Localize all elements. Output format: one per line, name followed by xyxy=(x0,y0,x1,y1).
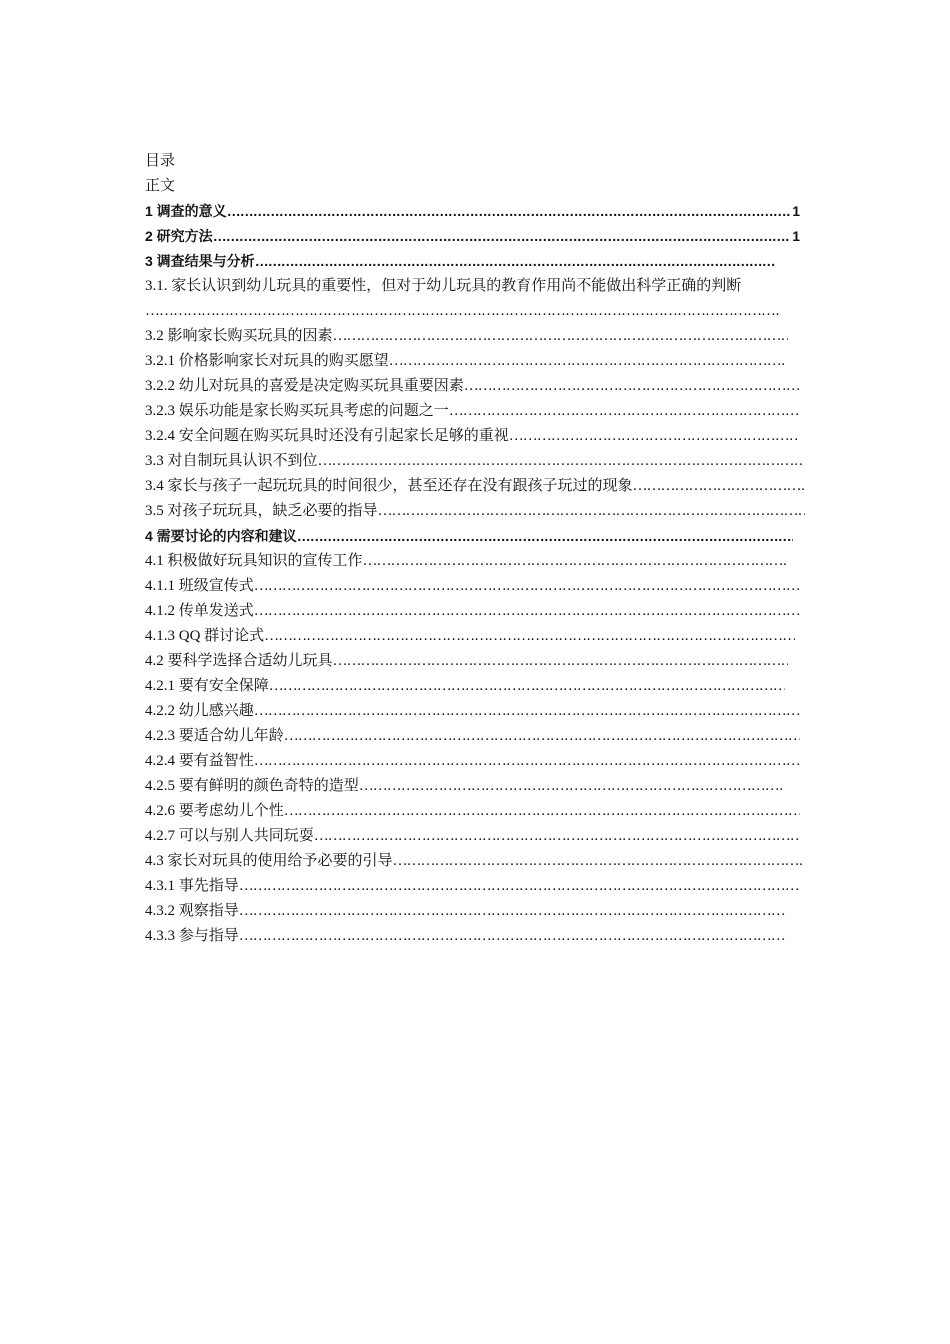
dot-leader xyxy=(333,325,788,347)
toc-entry-title: 4.1.3 QQ 群讨论式 xyxy=(145,628,265,644)
toc-entry[interactable] xyxy=(145,450,805,475)
toc-entry[interactable] xyxy=(145,925,785,950)
toc-entry-title: 4.3.2 观察指导 xyxy=(145,903,239,919)
toc-entry[interactable] xyxy=(145,600,800,625)
toc-entry-title: 4.3.1 事先指导 xyxy=(145,878,239,894)
dot-leader xyxy=(633,475,805,497)
dot-leader xyxy=(378,500,805,522)
toc-entry-title: 4.2 要科学选择合适幼儿玩具 xyxy=(145,653,333,669)
dot-leader xyxy=(254,750,800,772)
dot-leader xyxy=(297,525,793,547)
toc-entry-title: 4.3.3 参与指导 xyxy=(145,928,239,944)
dot-leader xyxy=(464,375,800,397)
toc-entry[interactable] xyxy=(145,825,800,850)
toc-entry-title: 3.4 家长与孩子一起玩玩具的时间很少，甚至还存在没有跟孩子玩过的现象 xyxy=(145,478,633,494)
dot-leader xyxy=(239,875,800,897)
toc-entry[interactable] xyxy=(145,725,800,750)
toc-entry-title: 3.5 对孩子玩玩具，缺乏必要的指导 xyxy=(145,503,378,519)
dot-leader xyxy=(509,425,800,447)
dot-leader xyxy=(393,850,805,872)
toc-entry[interactable] xyxy=(145,675,785,700)
dot-leader xyxy=(213,225,791,247)
dot-leader xyxy=(333,650,788,672)
toc-entry-title: 4.2.5 要有鲜明的颜色奇特的造型 xyxy=(145,778,359,794)
section-label: 正文 xyxy=(145,178,176,194)
toc-entry[interactable] xyxy=(145,400,800,425)
dot-leader xyxy=(254,575,800,597)
toc-entry[interactable] xyxy=(145,275,810,300)
dot-leader xyxy=(254,600,800,622)
toc-entry-title: 4 需要讨论的内容和建议 xyxy=(145,528,297,544)
toc-entry-title: 3.1. 家长认识到幼儿玩具的重要性，但对于幼儿玩具的教育作用尚不能做出科学正确的判断 xyxy=(145,278,742,294)
toc-entries xyxy=(145,200,810,950)
toc-entry-title: 4.1.1 班级宣传式 xyxy=(145,578,254,594)
toc-entry-title: 4.2.1 要有安全保障 xyxy=(145,678,269,694)
toc-entry-title: 4.2.6 要考虑幼儿个性 xyxy=(145,803,284,819)
toc-entry[interactable] xyxy=(145,425,800,450)
toc-entry[interactable] xyxy=(145,775,785,800)
toc-entry[interactable] xyxy=(145,200,800,225)
toc-entry-title: 4.2.2 幼儿感兴趣 xyxy=(145,703,254,719)
toc-entry-title: 4.2.4 要有益智性 xyxy=(145,753,254,769)
dot-leader xyxy=(145,300,781,325)
toc-entry-title: 1 调查的意义 xyxy=(145,203,227,219)
toc-entry[interactable] xyxy=(145,550,788,575)
toc-entry[interactable] xyxy=(145,250,775,275)
toc-entry-title: 4.2.7 可以与别人共同玩耍 xyxy=(145,828,314,844)
toc-entry[interactable] xyxy=(145,475,805,500)
toc-entry[interactable] xyxy=(145,700,800,725)
toc-entry-title: 3.2.2 幼儿对玩具的喜爱是决定购买玩具重要因素 xyxy=(145,378,464,394)
toc-entry-title: 4.1.2 传单发送式 xyxy=(145,603,254,619)
dot-leader xyxy=(239,900,785,922)
toc-entry[interactable] xyxy=(145,375,800,400)
toc-entry[interactable] xyxy=(145,800,800,825)
toc-entry[interactable] xyxy=(145,575,800,600)
toc-entry-title: 3.3 对自制玩具认识不到位 xyxy=(145,453,318,469)
toc-entry[interactable] xyxy=(145,350,785,375)
toc-entry[interactable] xyxy=(145,525,793,550)
toc-entry-title: 4.1 积极做好玩具知识的宣传工作 xyxy=(145,553,363,569)
dot-leader xyxy=(254,700,800,722)
toc-entry-title: 3.2.1 价格影响家长对玩具的购买愿望 xyxy=(145,353,389,369)
toc-entry[interactable] xyxy=(145,500,805,525)
toc-entry-title: 4.2.3 要适合幼儿年龄 xyxy=(145,728,284,744)
dot-leader xyxy=(227,200,791,222)
toc-entry[interactable] xyxy=(145,850,805,875)
dot-leader xyxy=(318,450,805,472)
toc-entry-title: 4.3 家长对玩具的使用给予必要的引导 xyxy=(145,853,393,869)
toc-entry[interactable] xyxy=(145,625,795,650)
dot-leader xyxy=(359,775,785,797)
toc-entry[interactable] xyxy=(145,225,800,250)
dot-leader xyxy=(389,350,785,372)
dot-leader xyxy=(284,725,800,747)
toc-entry-title: 2 研究方法 xyxy=(145,228,213,244)
toc-entry[interactable] xyxy=(145,325,788,350)
dot-leader xyxy=(264,625,795,647)
toc-entry-title: 3.2.4 安全问题在购买玩具时还没有引起家长足够的重视 xyxy=(145,428,509,444)
toc-heading: 目录 xyxy=(145,153,176,169)
dot-leader xyxy=(363,550,788,572)
toc-entry-title: 3.2 影响家长购买玩具的因素 xyxy=(145,328,333,344)
toc-entry-title: 3 调查结果与分析 xyxy=(145,253,255,269)
toc-page-number: 1 xyxy=(792,228,800,244)
dot-leader xyxy=(449,400,800,422)
toc-entry[interactable] xyxy=(145,875,800,900)
toc-page-number: 1 xyxy=(792,203,800,219)
dot-leader xyxy=(239,925,785,947)
dot-leader xyxy=(314,825,800,847)
toc-entry[interactable] xyxy=(145,650,788,675)
table-of-contents xyxy=(145,150,810,950)
dot-leader xyxy=(255,250,775,272)
dot-leader xyxy=(284,800,800,822)
toc-entry-title: 3.2.3 娱乐功能是家长购买玩具考虑的问题之一 xyxy=(145,403,449,419)
toc-entry[interactable] xyxy=(145,900,785,925)
toc-entry[interactable] xyxy=(145,750,800,775)
dot-leader xyxy=(269,675,785,697)
